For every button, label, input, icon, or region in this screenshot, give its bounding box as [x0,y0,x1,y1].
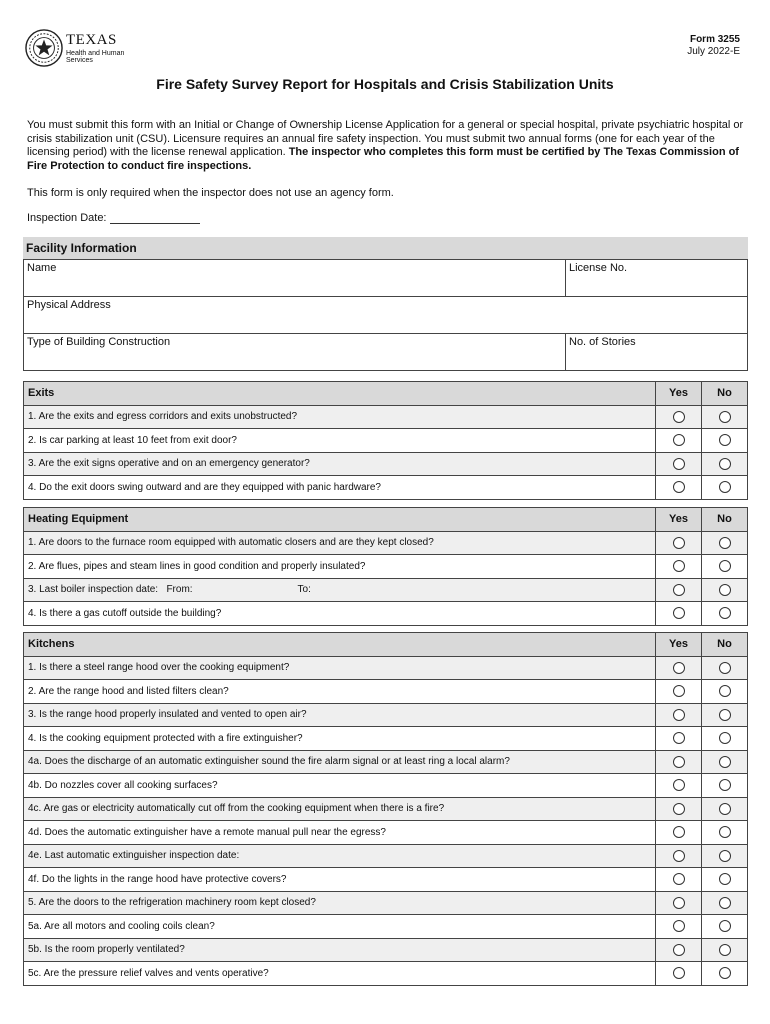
table-row [24,750,748,774]
inspection-date-field[interactable] [110,212,200,224]
question-text: 1. Are the exits and egress corridors and exits unobstructed? [24,405,656,429]
no-radio[interactable] [719,481,731,493]
facility-information-section [23,237,748,371]
form-date: July 2022-E [687,46,740,57]
no-radio[interactable] [719,709,731,721]
question-text: 4b. Do nozzles cover all cooking surfaces? [24,774,656,798]
question-text: 5c. Are the pressure relief valves and vents operative? [24,962,656,986]
exits-table [23,381,748,500]
no-radio[interactable] [719,662,731,674]
yes-radio[interactable] [673,537,685,549]
no-radio[interactable] [719,607,731,619]
question-text: 4a. Does the discharge of an automatic extinguisher sound the fire alarm signal or at least ring a local alarm? [24,750,656,774]
yes-radio[interactable] [673,803,685,815]
table-row [24,578,748,602]
no-column-header: No [702,633,748,657]
yes-radio[interactable] [673,709,685,721]
table-row [24,452,748,476]
yes-radio[interactable] [673,873,685,885]
facility-table [23,259,748,371]
yes-radio[interactable] [673,560,685,572]
table-row [24,774,748,798]
question-text: 4d. Does the automatic extinguisher have a remote manual pull near the egress? [24,821,656,845]
building-construction-label: Type of Building Construction [27,336,171,348]
table-row [24,891,748,915]
question-text: 4. Is the cooking equipment protected with a fire extinguisher? [24,727,656,751]
table-row [24,915,748,939]
yes-radio[interactable] [673,732,685,744]
form-number-block [687,34,740,58]
no-radio[interactable] [719,967,731,979]
no-radio[interactable] [719,560,731,572]
yes-radio[interactable] [673,411,685,423]
no-radio[interactable] [719,826,731,838]
intro-text: You must submit this form with an Initial or Change of Ownership License Application for a general or special hospital, private psychiatric hospital or crisis stabilization unit (CSU). Licensure requires an annual fire safety inspection. You must submit two annual forms (one for each year of the licensing period) with the license renewal application. [27,119,744,158]
question-text: 5. Are the doors to the refrigeration machinery room kept closed? [24,891,656,915]
no-radio[interactable] [719,803,731,815]
physical-address-field[interactable] [24,297,748,334]
question-text: 1. Is there a steel range hood over the cooking equipment? [24,656,656,680]
agency-line-3: Services [66,56,93,64]
license-number-field[interactable] [566,260,748,297]
yes-radio[interactable] [673,584,685,596]
yes-radio[interactable] [673,850,685,862]
intro-paragraph [27,119,745,173]
stories-label: No. of Stories [569,336,636,348]
yes-column-header: Yes [656,382,702,406]
question-text: 4e. Last automatic extinguisher inspection date: [24,844,656,868]
yes-radio[interactable] [673,826,685,838]
no-radio[interactable] [719,584,731,596]
kitchens-table [23,632,748,986]
question-text: 3. Are the exit signs operative and on an emergency generator? [24,452,656,476]
no-radio[interactable] [719,850,731,862]
no-radio[interactable] [719,779,731,791]
question-text: 2. Are the range hood and listed filters clean? [24,680,656,704]
table-row [24,555,748,579]
table-row [24,844,748,868]
table-row [24,727,748,751]
building-construction-field[interactable] [24,334,566,371]
yes-radio[interactable] [673,920,685,932]
question-text: 2. Are flues, pipes and steam lines in good condition and properly insulated? [24,555,656,579]
no-radio[interactable] [719,873,731,885]
question-text: 1. Are doors to the furnace room equipped with automatic closers and are they kept closed? [24,531,656,555]
table-row [24,602,748,626]
intro-bold-text: The inspector who completes this form must be certified by The Texas Commission of Fire Protection to conduct fire inspections. [27,146,739,172]
no-radio[interactable] [719,732,731,744]
table-row [24,476,748,500]
yes-radio[interactable] [673,434,685,446]
hhs-logo [25,29,124,67]
agency-name: TEXAS [66,31,117,48]
facility-name-field[interactable] [24,260,566,297]
agency-form-note: This form is only required when the inspector does not use an agency form. [27,187,394,199]
yes-column-header: Yes [656,633,702,657]
no-radio[interactable] [719,434,731,446]
yes-radio[interactable] [673,944,685,956]
table-row [24,405,748,429]
no-radio[interactable] [719,537,731,549]
stories-field[interactable] [566,334,748,371]
facility-heading: Facility Information [23,237,748,259]
yes-radio[interactable] [673,662,685,674]
table-row [24,531,748,555]
heating-equipment-table [23,507,748,626]
table-row [24,821,748,845]
question-text: 3. Is the range hood properly insulated and vented to open air? [24,703,656,727]
yes-radio[interactable] [673,967,685,979]
yes-column-header: Yes [656,508,702,532]
table-row [24,962,748,986]
question-text: 5a. Are all motors and cooling coils clean? [24,915,656,939]
question-text: 4c. Are gas or electricity automatically cut off from the cooking equipment when there is a fire? [24,797,656,821]
table-row [24,703,748,727]
inspection-date-row [27,212,200,224]
yes-radio[interactable] [673,779,685,791]
table-row [24,429,748,453]
physical-address-label: Physical Address [27,299,111,311]
question-text: 2. Is car parking at least 10 feet from exit door? [24,429,656,453]
no-radio[interactable] [719,458,731,470]
kitchens-heading: Kitchens [24,633,656,657]
table-row [24,680,748,704]
no-radio[interactable] [719,897,731,909]
no-radio[interactable] [719,920,731,932]
page-title: Fire Safety Survey Report for Hospitals and Crisis Stabilization Units [156,76,614,92]
question-text: 4f. Do the lights in the range hood have protective covers? [24,868,656,892]
boiler-inspection-row [24,578,656,602]
yes-radio[interactable] [673,607,685,619]
yes-radio[interactable] [673,756,685,768]
no-radio[interactable] [719,685,731,697]
table-row [24,868,748,892]
question-text: 4. Is there a gas cutoff outside the building? [24,602,656,626]
form-number: Form 3255 [689,34,740,45]
yes-radio[interactable] [673,481,685,493]
facility-name-label: Name [27,262,57,274]
no-radio[interactable] [719,944,731,956]
no-column-header: No [702,382,748,406]
yes-radio[interactable] [673,897,685,909]
no-column-header: No [702,508,748,532]
texas-seal-icon [25,29,63,67]
heating-heading: Heating Equipment [24,508,656,532]
boiler-inspection-label: 3. Last boiler inspection date: [28,584,159,596]
table-row [24,797,748,821]
no-radio[interactable] [719,756,731,768]
inspection-date-label: Inspection Date: [27,212,107,224]
question-text: 5b. Is the room properly ventilated? [24,938,656,962]
agency-line-2: Health and Human [66,49,125,57]
question-text: 4. Do the exit doors swing outward and are they equipped with panic hardware? [24,476,656,500]
no-radio[interactable] [719,411,731,423]
boiler-to-label: To: [297,584,311,596]
exits-heading: Exits [24,382,656,406]
table-row [24,656,748,680]
boiler-from-label: From: [166,584,193,596]
license-number-label: License No. [569,262,628,274]
yes-radio[interactable] [673,458,685,470]
table-row [24,938,748,962]
yes-radio[interactable] [673,685,685,697]
